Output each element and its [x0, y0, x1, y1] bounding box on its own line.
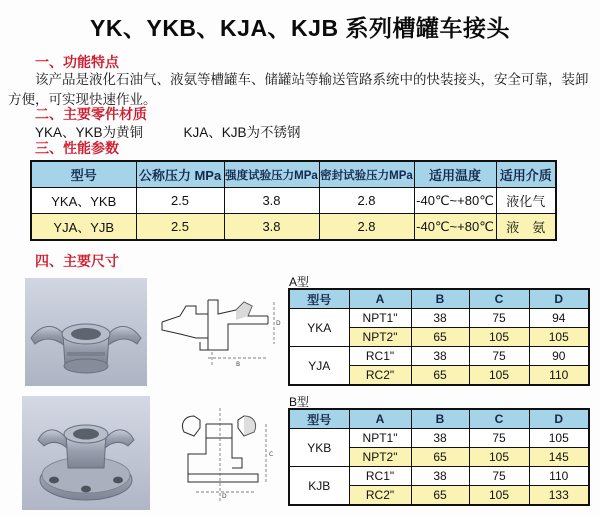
cell-thread: NPT1"	[349, 429, 411, 448]
cell-strength: 3.8	[224, 214, 319, 241]
section-drawing-a	[152, 280, 292, 382]
col-header-medium: 适用介质	[496, 161, 556, 188]
cell-thread: NPT1"	[349, 309, 411, 328]
cell-thread: RC1"	[349, 467, 411, 486]
cell-b: 38	[411, 429, 469, 448]
cell-temp: -40℃~+80℃	[414, 188, 496, 214]
dimension-table-b	[288, 408, 590, 506]
type-label-a: A型	[289, 275, 310, 289]
col-header-c: C	[469, 409, 529, 429]
col-header-b: B	[411, 409, 469, 429]
page-title: YK、YKB、KJA、KJB 系列槽罐车接头	[90, 15, 510, 41]
dim-a-header-row	[289, 289, 589, 309]
cell-b: 65	[411, 448, 469, 467]
cell-thread: NPT2"	[349, 328, 411, 347]
cell-nominal: 2.5	[136, 188, 224, 214]
product-photo-cam-coupling	[25, 278, 147, 386]
cell-c: 75	[469, 309, 529, 328]
table-row	[31, 188, 556, 214]
table-row	[289, 309, 589, 328]
cell-c: 105	[469, 486, 529, 506]
col-header-a: A	[349, 409, 411, 429]
cell-c: 105	[469, 448, 529, 467]
col-header-seal-test: 密封试验压力MPa	[319, 161, 414, 188]
dim-b-header-row	[289, 409, 589, 429]
cell-d: 105	[529, 328, 589, 347]
cell-model: YKA	[289, 309, 349, 347]
cell-thread: RC2"	[349, 366, 411, 386]
cell-nominal: 2.5	[136, 214, 224, 241]
cell-c: 75	[469, 347, 529, 366]
cell-d: 110	[529, 467, 589, 486]
table-row	[289, 467, 589, 486]
table-row	[31, 214, 556, 241]
col-header-temperature: 适用温度	[414, 161, 496, 188]
cell-model: KJB	[289, 467, 349, 506]
cell-thread: RC2"	[349, 486, 411, 506]
cell-c: 105	[469, 328, 529, 347]
cell-c: 75	[469, 467, 529, 486]
table-row	[289, 429, 589, 448]
cell-medium: 液化气	[496, 188, 556, 214]
svg-text:D: D	[276, 320, 281, 327]
cell-thread: RC1"	[349, 347, 411, 366]
section-heading-materials: 二、主要零件材质	[35, 106, 147, 122]
section-heading-performance: 三、性能参数	[35, 140, 119, 156]
svg-text:D: D	[222, 493, 227, 500]
col-header-model: 型号	[289, 289, 349, 309]
cell-b: 38	[411, 309, 469, 328]
cell-model: YKA、YKB	[31, 188, 136, 214]
cell-d: 110	[529, 366, 589, 386]
col-header-nominal-pressure: 公称压力 MPa	[136, 161, 224, 188]
cell-d: 133	[529, 486, 589, 506]
type-label-b: B型	[289, 395, 310, 409]
cell-strength: 3.8	[224, 188, 319, 214]
cell-c: 75	[469, 429, 529, 448]
features-paragraph: 该产品是液化石油气、液氨等槽罐车、储罐站等输送管路系统中的快装接头，安全可靠，装卸方便，可实现快速作业。	[8, 72, 589, 107]
cell-model: YJA、YJB	[31, 214, 136, 241]
cell-temp: -40℃~+80℃	[414, 214, 496, 241]
product-photo-flanged-coupling	[22, 396, 150, 510]
cell-medium: 液 氨	[496, 214, 556, 241]
cell-b: 38	[411, 347, 469, 366]
performance-table	[30, 160, 557, 241]
svg-text:B: B	[236, 361, 241, 368]
table-row	[289, 347, 589, 366]
performance-table-header-row	[31, 161, 556, 188]
dimension-table-a	[288, 288, 590, 386]
col-header-c: C	[469, 289, 529, 309]
cell-model: YKB	[289, 429, 349, 467]
materials-text: YKA、YKB为黄铜 KJA、KJB为不锈钢	[35, 125, 301, 140]
svg-text:C: C	[269, 451, 274, 458]
col-header-model: 型号	[31, 161, 136, 188]
cell-thread: NPT2"	[349, 448, 411, 467]
col-header-a: A	[349, 289, 411, 309]
col-header-strength-test: 强度试验压力MPa	[224, 161, 319, 188]
cell-d: 90	[529, 347, 589, 366]
col-header-model: 型号	[289, 409, 349, 429]
cell-d: 94	[529, 309, 589, 328]
section-heading-dimensions: 四、主要尺寸	[35, 253, 119, 269]
section-heading-features: 一、功能特点	[35, 54, 119, 70]
cell-b: 65	[411, 328, 469, 347]
cell-c: 105	[469, 366, 529, 386]
cell-seal: 2.8	[319, 214, 414, 241]
col-header-b: B	[411, 289, 469, 309]
col-header-d: D	[529, 409, 589, 429]
col-header-d: D	[529, 289, 589, 309]
section-drawing-b	[158, 398, 290, 512]
cell-b: 65	[411, 486, 469, 506]
cell-b: 65	[411, 366, 469, 386]
cell-seal: 2.8	[319, 188, 414, 214]
cell-b: 38	[411, 467, 469, 486]
cell-model: YJA	[289, 347, 349, 386]
cell-d: 145	[529, 448, 589, 467]
cell-d: 105	[529, 429, 589, 448]
